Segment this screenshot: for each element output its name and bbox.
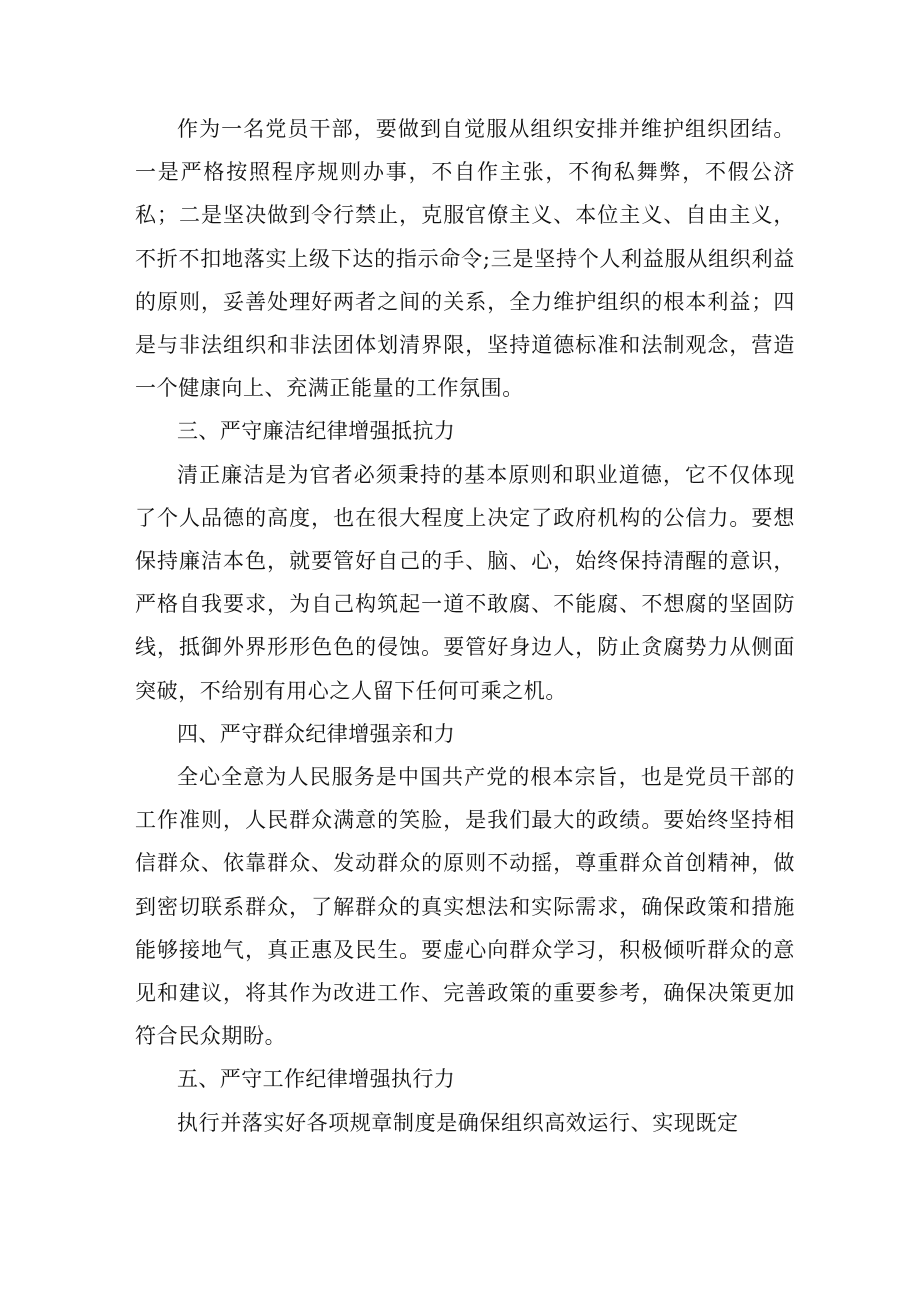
paragraph-work-discipline: 执行并落实好各项规章制度是确保组织高效运行、实现既定 (177, 1110, 739, 1135)
paragraph-integrity: 清正廉洁是为官者必须秉持的基本原则和职业道德，它不仅体现了个人品德的高度，也在很大程度上决定了政府机构的公信力。要想保持廉洁本色，就要管好自己的手、脑、心，始终保持清醒的意识，严格自我要求，为自己构筑起一道不敢腐、不能腐、不想腐的坚固防线，抵御外界形形色色的侵蚀。要管好身边人，防止贪腐势力从侧面突破，不给别有用心之人留下任何可乘之机。 (135, 462, 795, 703)
document-page (135, 108, 795, 1145)
heading-integrity-discipline: 三、严守廉洁纪律增强抵抗力 (177, 419, 456, 444)
heading-masses-discipline: 四、严守群众纪律增强亲和力 (177, 721, 456, 746)
heading-work-discipline: 五、严守工作纪律增强执行力 (177, 1067, 456, 1092)
paragraph-organization-discipline: 作为一名党员干部，要做到自觉服从组织安排并维护组织团结。一是严格按照程序规则办事，不自作主张，不徇私舞弊，不假公济私；二是坚决做到令行禁止，克服官僚主义、本位主义、自由主义，不折不扣地落实上级下达的指示命令;三是坚持个人利益服从组织利益的原则，妥善处理好两者之间的关系，全力维护组织的根本利益；四是与非法组织和非法团体划清界限，坚持道德标准和法制观念，营造一个健康向上、充满正能量的工作氛围。 (135, 117, 795, 401)
paragraph-masses: 全心全意为人民服务是中国共产党的根本宗旨，也是党员干部的工作准则，人民群众满意的笑脸，是我们最大的政绩。要始终坚持相信群众、依靠群众、发动群众的原则不动摇，尊重群众首创精神，做到密切联系群众，了解群众的真实想法和实际需求，确保政策和措施能够接地气，真正惠及民生。要虚心向群众学习，积极倾听群众的意见和建议，将其作为改进工作、完善政策的重要参考，确保决策更加符合民众期盼。 (135, 765, 795, 1049)
